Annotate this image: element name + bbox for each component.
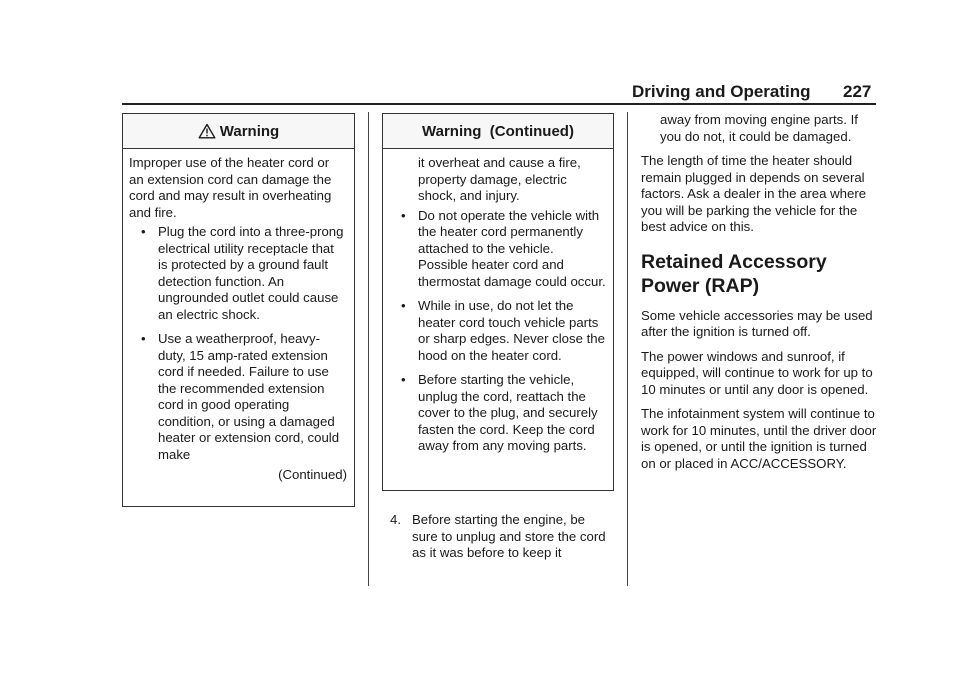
list-item: • Plug the cord into a three-prong electrical utility receptacle that is protected by a ground fault detection function. An ungrounded outlet could cause an electric shock. — [141, 224, 344, 322]
warning-intro: Improper use of the heater cord or an extension cord can damage the cord and may result in overheating and fire. — [129, 155, 332, 220]
bullet-dot: • — [141, 331, 146, 346]
warning-header — [383, 114, 613, 149]
bullet-dot: • — [401, 207, 406, 223]
bullet-dot: • — [141, 224, 146, 239]
column-divider — [368, 112, 369, 586]
section-title: Driving and Operating — [632, 82, 811, 101]
section-heading: Retained Accessory Power (RAP) — [641, 250, 827, 297]
bullet-dot: • — [401, 298, 406, 313]
column-divider — [627, 112, 628, 586]
warning-box — [122, 113, 355, 507]
bullet-dot: • — [401, 372, 406, 387]
step-continuation: away from moving engine parts. If you do not, it could be damaged. — [660, 112, 858, 144]
column-three — [641, 112, 877, 480]
warning-continuation: it overheat and cause a fire, property damage, electric shock, and injury. — [418, 155, 581, 203]
continued-label: (Continued) — [278, 467, 347, 482]
warning-heading: Warning (Continued) — [422, 122, 574, 140]
header-rule — [122, 103, 876, 105]
paragraph: The infotainment system will continue to work for 10 minutes, until the driver door is opened, or until the ignition is turned on or placed in ACC/ACCESSORY. — [641, 406, 877, 471]
warning-heading: Warning — [219, 122, 280, 140]
list-item: • Use a weatherproof, heavy-duty, 15 amp-rated extension cord if needed. Failure to use the recommended extension cord in good operating condition, or using a damaged heater or extension cord, could make — [141, 331, 340, 462]
step-item — [386, 512, 614, 562]
paragraph: The power windows and sunroof, if equipped, will continue to work for up to 10 minutes or until any door is opened. — [641, 348, 873, 397]
list-item: • Do not operate the vehicle with the heater cord permanently attached to the vehicle. Possible heater cord and thermostat damage could occur. — [401, 207, 606, 289]
step-number: 4. — [390, 512, 401, 527]
list-item: • While in use, do not let the heater cord touch vehicle parts or sharp edges. Never close the hood on the heater cord. — [401, 298, 605, 363]
step-text: Before starting the engine, be sure to unplug and store the cord as it was before to keep it — [412, 512, 606, 560]
warning-box-continued — [382, 113, 614, 491]
page-number: 227 — [843, 82, 872, 101]
paragraph: Some vehicle accessories may be used after the ignition is turned off. — [641, 307, 873, 339]
warning-triangle-icon — [198, 123, 216, 139]
list-item: • Before starting the vehicle, unplug the cord, reattach the cover to the plug, and securely fasten the cord. Keep the cord away from any moving parts. — [401, 372, 598, 453]
warning-header — [123, 114, 354, 149]
paragraph: The length of time the heater should remain plugged in depends on several factors. Ask a dealer in the area where you will be parking the vehicle for the best advice on this. — [641, 153, 867, 234]
